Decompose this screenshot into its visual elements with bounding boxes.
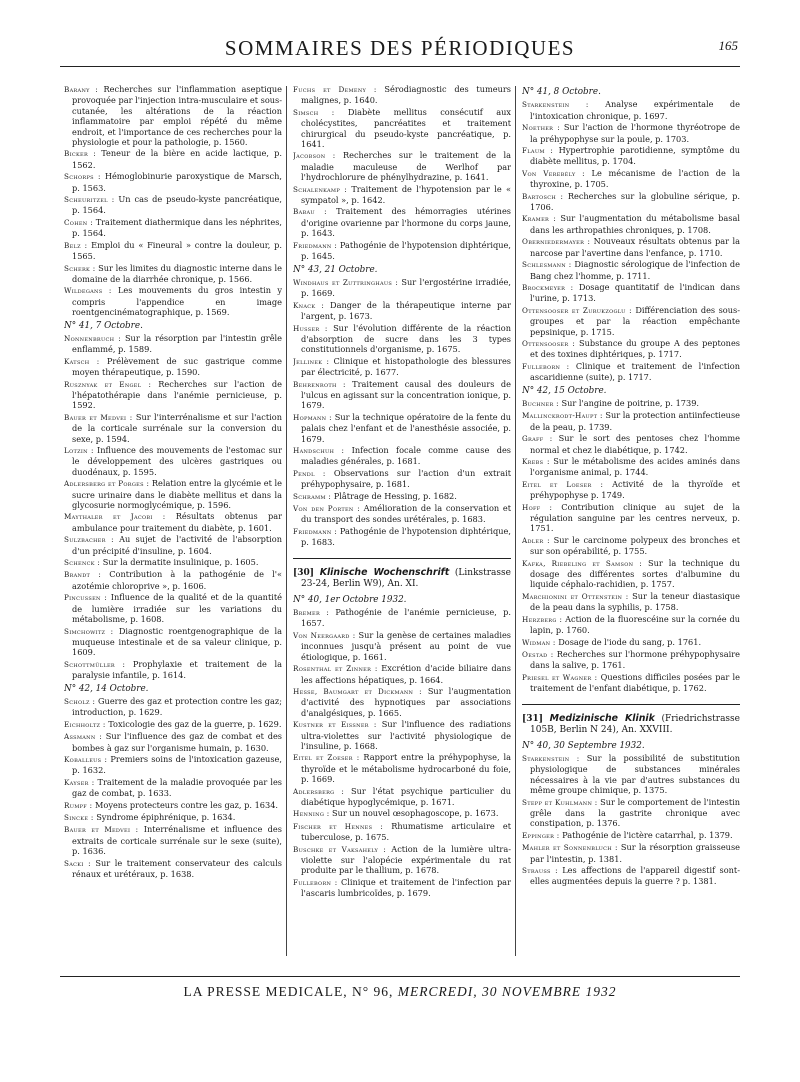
article-entry <box>64 263 282 285</box>
entry-title: Teneur de la bière en acide lactique, p. 1562. <box>72 148 282 170</box>
entry-title: Recherches sur la globuline sérique, p. 1706. <box>530 190 740 213</box>
entry-title: Sur la dermatite insulinique, p. 1605. <box>102 557 259 568</box>
entry-title: Hypertrophie parotidienne, symptôme du diabète mellitus, p. 1704. <box>530 145 740 167</box>
article-entry <box>293 206 511 238</box>
article-entry <box>293 323 511 355</box>
entry-title: Dosage quantitatif de l'indican dans l'urine, p. 1713. <box>530 281 740 304</box>
article-entry <box>64 569 282 591</box>
article-entry <box>522 282 740 304</box>
entry-author: Kustner et Eissner : <box>293 720 377 730</box>
entry-author: Schenck : <box>64 558 101 568</box>
entry-title: Guerre des gaz et protection contre les gaz; introduction, p. 1629. <box>72 695 282 718</box>
entry-title: Diagnostic roentgenographique de la muqueuse intestinale et de sa valeur clinique, p. 1609. <box>72 625 282 658</box>
article-entry <box>64 478 282 510</box>
entry-title: Sur la technique du dosage des différentes sortes d'albumine du liquide céphalo-rachidien, p. 1757. <box>530 557 740 590</box>
entry-title: Emploi du « Fineural » contre la douleur, p. 1565. <box>72 239 282 262</box>
entry-author: Rusznyak et Engel : <box>64 379 152 389</box>
article-entry <box>293 808 511 819</box>
article-entry <box>293 786 511 808</box>
article-entry <box>64 534 282 556</box>
entry-title: Rhumatisme articulaire et tuberculose, p. 1675. <box>301 820 511 843</box>
entry-author: Eichholtz : <box>64 719 106 729</box>
page-header <box>60 32 740 72</box>
entry-author: Katsch : <box>64 356 100 366</box>
entry-title: Sur la genèse de certaines maladies inconnues jusqu'à présent au point de vue étiologique, p. 1661. <box>301 629 511 662</box>
article-entry <box>293 491 511 502</box>
entry-author: Kayser : <box>64 777 95 787</box>
entry-author: Scheuritzel : <box>64 195 115 205</box>
entry-title: Observations sur l'action d'un extrait préhypophysaire, p. 1681. <box>301 467 511 490</box>
entry-author: Knack : <box>293 300 325 310</box>
entry-author: Noether : <box>522 123 560 133</box>
article-entry <box>293 503 511 525</box>
footer-issue: N° 96, <box>352 984 394 999</box>
entry-title: Action de la lumière ultra-violette sur l'alopécie expérimentale du rat produite par le thallium, p. 1678. <box>301 843 511 876</box>
article-entry <box>64 445 282 477</box>
entry-title: Syndrome épiphrénique, p. 1634. <box>96 812 236 822</box>
article-entry <box>64 171 282 193</box>
entry-title: Résultats obtenus par ambulance pour traitement du diabète, p. 1601. <box>72 511 282 533</box>
column-2 <box>293 84 511 964</box>
entry-title: Pathogénie de l'hypotension diphtérique, p. 1683. <box>301 525 511 548</box>
entry-title: Contribution à la pathogénie de l'« azotémie chloroprive », p. 1606. <box>72 569 282 591</box>
entry-author: Babau : <box>293 207 327 217</box>
entry-title: Les affections de l'appareil digestif sont-elles augmentées depuis la guerre ? p. 1381. <box>530 865 740 887</box>
entry-author: Maythaler et Jacobi : <box>64 512 166 522</box>
entry-title: Danger de la thérapeutique interne par l'argent, p. 1673. <box>301 299 511 322</box>
article-entry <box>293 630 511 662</box>
entry-author: Starkenstein : <box>522 753 580 763</box>
article-entry <box>522 236 740 258</box>
entry-title: Recherches sur l'hormone préhypophysaire dans la salive, p. 1761. <box>530 648 740 671</box>
entry-author: Marchionini et Ottenstein : <box>522 591 629 601</box>
entry-title: Au sujet de l'activité de l'absorption d'un précipité d'insuline, p. 1604. <box>72 534 282 556</box>
entry-author: Rosenthal et Zinner : <box>293 664 378 674</box>
entry-author: Bicker : <box>64 149 96 159</box>
entry-author: Barany : <box>64 85 98 94</box>
article-entry <box>522 338 740 360</box>
entry-author: Assmann : <box>64 732 103 742</box>
article-entry <box>64 333 282 355</box>
entry-author: Krebs : <box>522 457 550 466</box>
entry-author: Sacki : <box>64 858 91 868</box>
entry-author: Mahler et Sonnenbluch : <box>522 843 618 853</box>
entry-author: Priesel et Wagner : <box>522 672 598 682</box>
article-entry <box>293 150 511 182</box>
entry-title: Clinique et traitement de l'infection par l'ascaris lumbricoïdes, p. 1679. <box>301 876 511 899</box>
entry-title: Contribution clinique au sujet de la régulation sanguine par les centres nerveux, p. 1751. <box>530 501 740 534</box>
entry-author: Ottensooser et Zurukzoglu : <box>522 305 632 315</box>
column-3 <box>522 84 740 964</box>
entry-author: Adlersberg et Porges : <box>64 479 150 489</box>
entry-author: Jacobson : <box>293 151 336 161</box>
article-entry <box>293 379 511 411</box>
entry-title: Infection focale comme cause des maladies générales, p. 1681. <box>301 445 511 467</box>
entry-author: Bauer et Medvei : <box>64 412 133 422</box>
entry-author: Eitel et Loeser : <box>522 479 604 489</box>
column-divider <box>515 86 516 956</box>
issue-heading: N° 43, 21 Octobre. <box>293 264 378 275</box>
article-entry <box>64 84 282 147</box>
entry-author: Mallinckrodt-Haupt : <box>522 411 603 421</box>
entry-author: Friedmann : <box>293 526 338 536</box>
article-entry <box>522 259 740 281</box>
entry-author: Scherk : <box>64 263 96 273</box>
article-entry <box>522 637 740 648</box>
entry-title: Sur l'augmentation d'activité des hypnotiques par associations d'analgésiques, p. 1665. <box>301 685 511 718</box>
footer-date: MERCREDI, 30 NOVEMBRE 1932 <box>397 984 617 999</box>
issue-heading: N° 41, 7 Octobre. <box>64 320 143 331</box>
entry-title: Sur l'ergostérine irradiée, p. 1669. <box>301 276 511 299</box>
entry-title: Sur l'influence des gaz de combat et des bombes à gaz sur l'organisme humain, p. 1630. <box>72 731 282 753</box>
entry-author: Buchner : <box>522 398 559 408</box>
entry-author: Bauer et Medvei : <box>64 825 139 835</box>
article-entry <box>522 99 740 121</box>
entry-title: Un cas de pseudo-kyste pancréatique, p. 1564. <box>72 194 282 216</box>
entry-author: Eitel et Zoeser : <box>293 753 360 763</box>
article-entry <box>64 812 282 823</box>
footer-text <box>60 984 740 1000</box>
entry-author: Flaum : <box>522 146 554 156</box>
entry-author: Von den Porten : <box>293 504 360 514</box>
entry-title: Sur la technique opératoire de la fente du palais chez l'enfant et de l'anesthésie associée, p. 1679. <box>301 411 511 444</box>
journal-address: (Friedrichstrasse 105B, Berlin N 24), An. XXVIII. <box>530 713 740 736</box>
entry-title: Excrétion d'acide biliaire dans les affections hépatiques, p. 1664. <box>301 663 511 685</box>
entry-title: Influence de la qualité et de la quantité de lumière irradiée sur les variations du métabolisme, p. 1608. <box>72 592 282 625</box>
entry-author: Ottensooser : <box>522 338 576 348</box>
entry-title: Différenciation des sous-groupes et par la réaction empêchante pepsinique, p. 1715. <box>530 304 740 337</box>
journal-name: Medizinische Klinik <box>549 712 655 724</box>
entry-title: Pathogénie de l'anémie pernicieuse, p. 1657. <box>301 607 511 629</box>
article-entry <box>522 410 740 432</box>
article-entry <box>293 356 511 378</box>
article-entry <box>522 865 740 887</box>
journal-number: [31] <box>522 713 544 724</box>
entry-title: Analyse expérimentale de l'intoxication chronique, p. 1697. <box>530 99 740 121</box>
issue-heading: N° 42, 14 Octobre. <box>64 683 149 694</box>
page-footer <box>60 976 740 1006</box>
entry-title: Recherches sur l'action de l'hépatothérapie dans l'anémie pernicieuse, p. 1592. <box>72 378 282 411</box>
entry-title: Le mécanisme de l'action de la thyroxine, p. 1705. <box>530 167 740 190</box>
entry-author: Hopmann : <box>293 412 332 422</box>
entry-author: Sincke : <box>64 813 94 822</box>
entry-title: Sur l'état psychique particulier du diabétique hypoglycémique, p. 1671. <box>301 785 511 807</box>
entry-title: Sur l'évolution différente de la réaction d'absorption de sucre dans les 3 types constitutionnels d'organisme, p. 1675. <box>301 322 511 355</box>
article-entry <box>64 285 282 317</box>
entry-author: Sulzbacher : <box>64 535 114 545</box>
article-entry <box>64 557 282 568</box>
article-entry <box>64 731 282 753</box>
page-title: SOMMAIRES DES PÉRIODIQUES <box>224 36 576 60</box>
article-entry <box>522 191 740 213</box>
entry-title: Sur les limites du diagnostic interne dans le domaine de la diarrhée chronique, p. 1566. <box>72 262 282 284</box>
entry-author: Fischer et Hennes : <box>293 821 384 831</box>
entry-title: Sur l'interrénalisme et sur l'action de la corticale surrénale sur la conversion du sexe, p. 1594. <box>72 411 282 444</box>
entry-title: Clinique et histopathologie des blessures par électricité, p. 1677. <box>301 355 511 378</box>
article-entry <box>522 830 740 841</box>
entry-author: Scholz : <box>64 696 96 706</box>
article-entry <box>293 844 511 876</box>
entry-author: Wildegans : <box>64 286 112 296</box>
entry-author: Schottmüller : <box>64 659 126 669</box>
entry-title: Traitement de la maladie provoquée par les gaz de combat, p. 1633. <box>72 776 282 799</box>
entry-author: Schalenkamp : <box>293 184 348 194</box>
entry-title: Pathogénie de l'hypotension diphtérique, p. 1645. <box>301 239 511 262</box>
entry-author: Cohen : <box>64 217 93 227</box>
entry-title: Sérodiagnostic des tumeurs malignes, p. 1640. <box>301 84 511 106</box>
entry-title: Traitement diathermique dans les néphrites, p. 1564. <box>72 216 282 239</box>
article-entry <box>293 277 511 299</box>
article-entry <box>522 535 740 557</box>
article-entry <box>293 526 511 548</box>
article-entry <box>64 824 282 856</box>
article-entry <box>293 84 511 106</box>
entry-title: Interrénalisme et influence des extraits de corticale surrénale sur le sexe (suite), p. 1636. <box>72 824 282 857</box>
entry-author: Handschuh : <box>293 446 345 455</box>
entry-author: Simchowitz : <box>64 626 114 636</box>
entry-title: Sur le traitement conservateur des calculs rénaux et urétéraux, p. 1638. <box>72 857 282 880</box>
entry-author: Hesse, Baumgart et Dickmann : <box>293 686 422 696</box>
entry-author: Henning : <box>293 809 330 819</box>
entry-author: Kafka, Riebeling et Samson : <box>522 558 642 568</box>
entry-author: Stepp et Kuhlmann : <box>522 797 598 807</box>
article-entry <box>64 148 282 170</box>
entry-title: Prélèvement de suc gastrique comme moyen thérapeutique, p. 1590. <box>72 355 282 378</box>
entry-title: Diagnostic sérologique de l'infection de Bang chez l'homme, p. 1711. <box>530 259 740 281</box>
entry-title: Sur l'augmentation du métabolisme basal dans les arthropathies chroniques, p. 1708. <box>530 213 740 235</box>
entry-title: Sur la teneur diastasique de la peau dans la syphilis, p. 1758. <box>530 590 740 613</box>
article-entry <box>522 672 740 694</box>
entry-author: Fulleborn : <box>522 361 570 371</box>
entry-author: Jellinek : <box>293 356 330 366</box>
entry-author: Lotzin : <box>64 446 94 455</box>
entry-author: Fuchs et Demeny : <box>293 85 377 94</box>
article-entry <box>522 558 740 590</box>
article-entry <box>522 797 740 829</box>
entry-author: Widman : <box>522 637 556 647</box>
entry-title: Sur le comportement de l'intestin grêle dans la gastrite chronique avec constipation, p. 1376. <box>530 796 740 829</box>
article-entry <box>64 240 282 262</box>
entry-title: Sur l'angine de poitrine, p. 1739. <box>561 397 700 408</box>
entry-author: Von Verebély : <box>522 168 585 178</box>
footer-journal: LA PRESSE MEDICALE, <box>183 984 348 999</box>
entry-author: Eppinger : <box>522 830 560 840</box>
footer-rule <box>60 976 740 977</box>
article-entry <box>522 502 740 534</box>
article-entry <box>522 145 740 167</box>
entry-author: Friedmann : <box>293 240 338 250</box>
article-entry <box>293 663 511 685</box>
article-entry <box>522 168 740 190</box>
article-entry <box>64 592 282 624</box>
issue-heading: N° 42, 15 Octobre. <box>522 385 607 396</box>
entry-author: Bartosch : <box>522 191 564 201</box>
entry-title: Diabète mellitus consécutif aux cholécystites, pancréatites et traitement chirurgical du pseudo-kyste pancréatique, p. 1641. <box>301 106 511 150</box>
article-entry <box>64 696 282 718</box>
entry-title: Hémoglobinurie paroxystique de Marsch, p. 1563. <box>72 171 282 193</box>
article-entry <box>64 412 282 444</box>
article-entry <box>522 361 740 383</box>
entry-title: Prophylaxie et traitement de la paralysie infantile, p. 1614. <box>72 658 282 681</box>
entry-author: Husser : <box>293 323 328 333</box>
article-entry <box>293 184 511 206</box>
entry-title: Sur la résorption par l'intestin grêle enflammé, p. 1589. <box>72 332 282 355</box>
article-entry <box>522 591 740 613</box>
article-entry <box>293 686 511 718</box>
article-entry <box>64 800 282 811</box>
entry-author: Schramm : <box>293 491 332 501</box>
journal-address: (Linkstrasse 23-24, Berlin W9), An. XI. <box>301 567 511 590</box>
article-entry <box>293 607 511 629</box>
article-entry <box>522 614 740 636</box>
article-entry <box>64 719 282 730</box>
entry-title: Sur l'influence des radiations ultra-violettes sur l'activité physiologique de l'insuline, p. 1668. <box>301 719 511 751</box>
entry-author: Starkenstein : <box>522 100 589 110</box>
article-entry <box>64 194 282 216</box>
entry-author: Kramer : <box>522 214 557 224</box>
article-entry <box>64 217 282 239</box>
entry-author: Pendl : <box>293 468 326 478</box>
entry-title: Sur la résorption graisseuse par l'intestin, p. 1381. <box>530 842 740 864</box>
article-entry <box>522 398 740 409</box>
entry-author: Adler : <box>522 535 550 545</box>
entry-author: Oberniedermayer : <box>522 237 591 247</box>
article-entry <box>293 877 511 899</box>
entry-title: Pathogénie de l'ictère catarrhal, p. 1379. <box>562 829 733 840</box>
article-entry <box>293 445 511 467</box>
entry-title: Sur le métabolisme des acides aminés dans l'organisme animal, p. 1744. <box>530 456 740 478</box>
entry-author: Belz : <box>64 240 88 250</box>
article-entry <box>293 752 511 784</box>
entry-title: Nouveaux résultats obtenus par la narcose par l'avertine dans l'enfance, p. 1710. <box>530 236 740 258</box>
article-entry <box>64 379 282 411</box>
entry-title: Sur l'action de l'hormone thyréotrope de la préhypophyse sur la poule, p. 1703. <box>530 122 740 144</box>
entry-title: Sur le sort des pentoses chez l'homme normal et chez le diabétique, p. 1742. <box>530 433 740 455</box>
article-entry <box>64 858 282 880</box>
article-entry <box>522 842 740 864</box>
article-entry <box>293 412 511 444</box>
entry-title: Moyens protecteurs contre les gaz, p. 1634. <box>95 799 279 810</box>
entry-author: Simsch : <box>293 107 335 117</box>
entry-title: Traitement des hémorragies utérines d'origine ovarienne par l'hormone du corps jaune, p. 1643. <box>301 206 511 239</box>
article-entry <box>522 122 740 144</box>
journal-number: [30] <box>293 567 315 578</box>
entry-author: Bremer : <box>293 608 330 618</box>
entry-title: Action de la fluorescéine sur la cornée du lapin, p. 1760. <box>530 613 740 636</box>
entry-author: Brockmeyer : <box>522 282 574 292</box>
article-entry <box>64 777 282 799</box>
journal-heading <box>522 704 740 737</box>
entry-title: Relation entre la glycémie et le sucre urinaire dans le diabète mellitus et dans la glycosurie normoglycémique, p. 1596. <box>72 478 282 511</box>
article-entry <box>522 479 740 501</box>
article-entry <box>293 300 511 322</box>
entry-author: Nonnenbruch : <box>64 333 121 343</box>
article-entry <box>293 719 511 751</box>
entry-title: Plâtrage de Hessing, p. 1682. <box>333 490 457 501</box>
article-entry <box>522 753 740 796</box>
entry-author: Pincussen : <box>64 593 108 603</box>
header-rule <box>60 66 740 67</box>
entry-author: Fulleborn : <box>293 877 338 887</box>
article-entry <box>293 107 511 150</box>
issue-heading: N° 41, 8 Octobre. <box>522 87 601 97</box>
entry-title: Sur le carcinome polypeux des bronches et sur son opérabilité, p. 1755. <box>530 534 740 557</box>
article-entry <box>64 356 282 378</box>
column-divider <box>286 86 287 956</box>
entry-author: Hoff : <box>522 502 553 512</box>
entry-title: Amélioration de la conservation et du transport des sondes urétérales, p. 1683. <box>301 503 511 525</box>
entry-author: Koballeus : <box>64 754 108 764</box>
journal-name: Klinische Wochenschrift <box>319 566 450 578</box>
article-entry <box>522 305 740 337</box>
article-entry <box>522 649 740 671</box>
entry-title: Premiers soins de l'intoxication gazeuse, p. 1632. <box>72 753 282 776</box>
entry-title: Influence des mouvements de l'estomac sur le développement des ulcères gastriques ou duodénaux, p. 1595. <box>72 445 282 477</box>
entry-author: Oestad : <box>522 649 554 659</box>
page-number: 165 <box>718 38 738 53</box>
article-entry <box>293 821 511 843</box>
entry-author: Buschke et Vaksahely : <box>293 844 387 854</box>
article-entry <box>64 754 282 776</box>
entry-title: Les mouvements du gros intestin y compris l'appendice en image roentgencinématographique, p. 1569. <box>72 285 282 318</box>
issue-heading: N° 40, 1er Octobre 1932. <box>293 594 407 605</box>
entry-title: Traitement de l'hypotension par le « sympatol », p. 1642. <box>301 183 511 206</box>
entry-author: Strauss : <box>522 866 558 875</box>
entry-title: Dosage de l'iode du sang, p. 1761. <box>558 636 702 647</box>
column-1 <box>64 84 282 964</box>
entry-author: Von Neergaard : <box>293 630 356 640</box>
entry-author: Graff : <box>522 434 553 444</box>
entry-author: Behrenroth : <box>293 379 346 389</box>
entry-author: Schorps : <box>64 172 101 182</box>
entry-title: Rapport entre la préhypophyse, la thyroïde et le métabolisme hydrocarboné du foie, p. 1669. <box>301 752 511 785</box>
article-entry <box>64 511 282 533</box>
entry-title: Traitement causal des douleurs de l'ulcus en agissant sur la concentration ionique, p. 1679. <box>301 378 511 411</box>
article-entry <box>64 659 282 681</box>
entry-title: Questions difficiles posées par le traitement de l'enfant diabétique, p. 1762. <box>530 671 740 694</box>
article-entry <box>522 213 740 235</box>
entry-title: Substance du groupe A des peptones et des toxines diphtériques, p. 1717. <box>530 337 740 360</box>
entry-title: Recherches sur l'inflammation aseptique provoquée par l'injection intra-musculaire et sous-cutanée, les altérations de la réaction inflammatoire par emploi répété du même endroit, et l'importance de ces recherches pour la physiologie et pour la pathologie, p. 1560. <box>72 84 282 148</box>
entry-author: Adlersberg : <box>293 786 345 796</box>
entry-title: Sur la possibilité de substitution physiologique de substances minérales nécessaires à la vie par d'autres substances du même groupe chimique, p. 1375. <box>530 752 740 796</box>
entry-title: Clinique et traitement de l'infection ascaridienne (suite), p. 1717. <box>530 360 740 383</box>
entry-author: Windhaus et Zuttringhaus : <box>293 277 399 287</box>
article-entry <box>293 240 511 262</box>
entry-author: Rumpf : <box>64 800 93 810</box>
issue-heading: N° 40, 30 Septembre 1932. <box>522 740 645 751</box>
entry-title: Activité de la thyroïde et préhypophyse p. 1749. <box>530 478 740 501</box>
journal-heading <box>293 558 511 591</box>
entry-title: Sur la protection antiinfectieuse de la peau, p. 1739. <box>530 410 740 432</box>
entry-title: Sur un nouvel œsophagoscope, p. 1673. <box>332 808 499 819</box>
article-entry <box>522 456 740 478</box>
entry-author: Herzberg : <box>522 614 563 624</box>
entry-author: Brandt : <box>64 570 102 580</box>
entry-author: Schlesmann : <box>522 260 572 270</box>
article-entry <box>293 468 511 490</box>
entry-title: Toxicologie des gaz de la guerre, p. 1629. <box>108 718 282 729</box>
article-entry <box>64 626 282 658</box>
article-entry <box>522 433 740 455</box>
entry-title: Recherches sur le traitement de la maladie maculeuse de Werlhof par l'hydrochlorure de phénylhydrazine, p. 1641. <box>301 150 511 183</box>
